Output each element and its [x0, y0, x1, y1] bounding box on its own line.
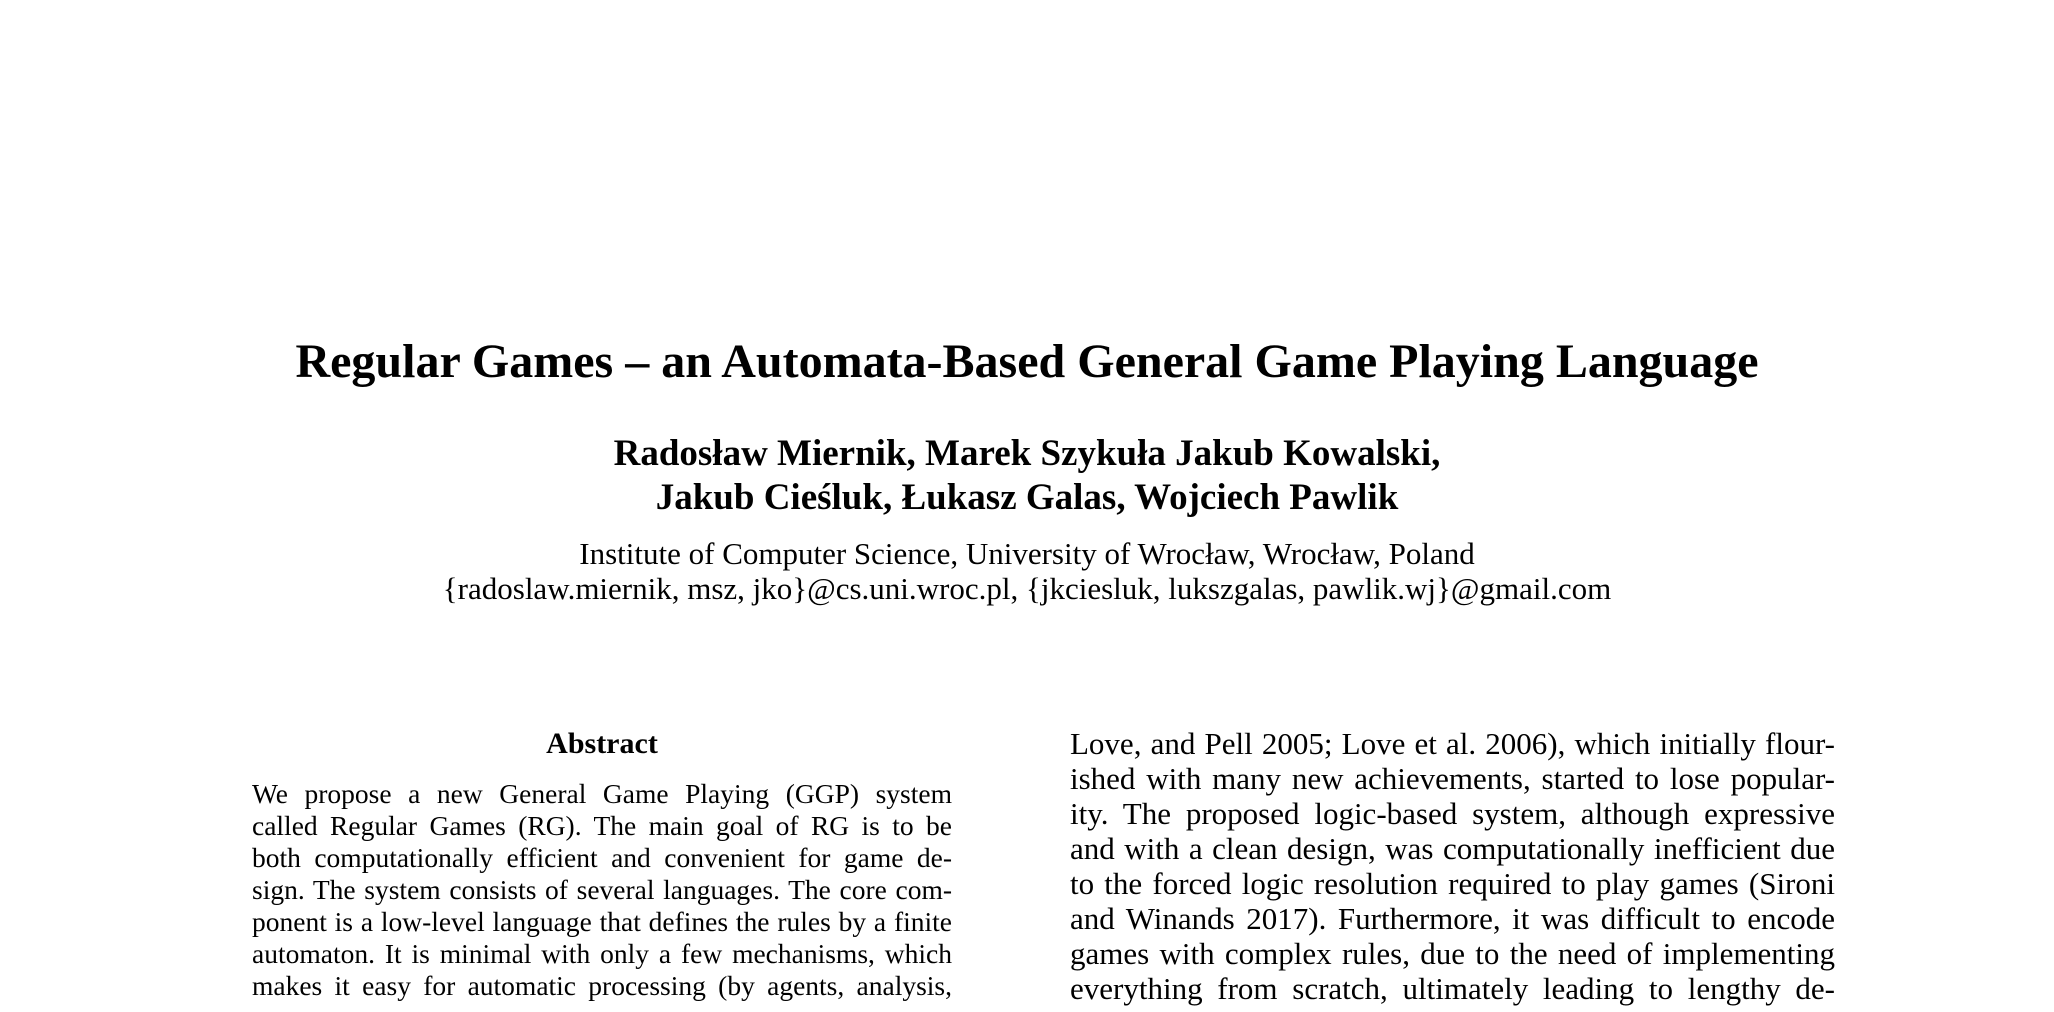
affiliation-block [0, 536, 2054, 606]
abstract-line: both computationally efficient and convenient for game de- [252, 842, 952, 873]
paper-title: Regular Games – an Automata-Based General Game Playing Language [295, 335, 1759, 388]
body-text-line: to the forced logic resolution required to play games (Sironi [1070, 866, 1835, 901]
body-text-line: ished with many new achievements, started to lose popular- [1070, 761, 1835, 796]
body-text-line: Love, and Pell 2005; Love et al. 2006), which initially flour- [1070, 726, 1835, 761]
author-emails: {radoslaw.miernik, msz, jko}@cs.uni.wroc.pl, {jkciesluk, lukszgalas, pawlik.wj}@gmail.com [442, 571, 1612, 606]
abstract-line: ponent is a low-level language that defines the rules by a finite [252, 906, 952, 937]
abstract-heading: Abstract [546, 727, 658, 760]
author-list [0, 432, 2054, 520]
author-line-2: Jakub Cieśluk, Łukasz Galas, Wojciech Pawlik [655, 477, 1399, 518]
affiliation: Institute of Computer Science, University of Wrocław, Wrocław, Poland [579, 536, 1475, 571]
abstract-text [252, 778, 952, 1002]
body-text-line: everything from scratch, ultimately leading to lengthy de- [1070, 971, 1835, 1006]
body-text-line: games with complex rules, due to the need of implementing [1070, 936, 1835, 971]
body-text-line: and with a clean design, was computationally inefficient due [1070, 831, 1835, 866]
body-text-line: and Winands 2017). Furthermore, it was difficult to encode [1070, 901, 1835, 936]
abstract-line: We propose a new General Game Playing (GGP) system [252, 778, 952, 809]
abstract-line: called Regular Games (RG). The main goal of RG is to be [252, 810, 952, 841]
abstract-line: automaton. It is minimal with only a few mechanisms, which [252, 938, 952, 969]
author-line-1: Radosław Miernik, Marek Szykuła Jakub Kowalski, [613, 433, 1441, 474]
body-text-line: ity. The proposed logic-based system, although expressive [1070, 796, 1835, 831]
abstract-line: sign. The system consists of several languages. The core com- [252, 874, 952, 905]
abstract-line: makes it easy for automatic processing (by agents, analysis, [252, 970, 952, 1001]
left-column [252, 724, 952, 1002]
right-column [1070, 726, 1835, 1006]
